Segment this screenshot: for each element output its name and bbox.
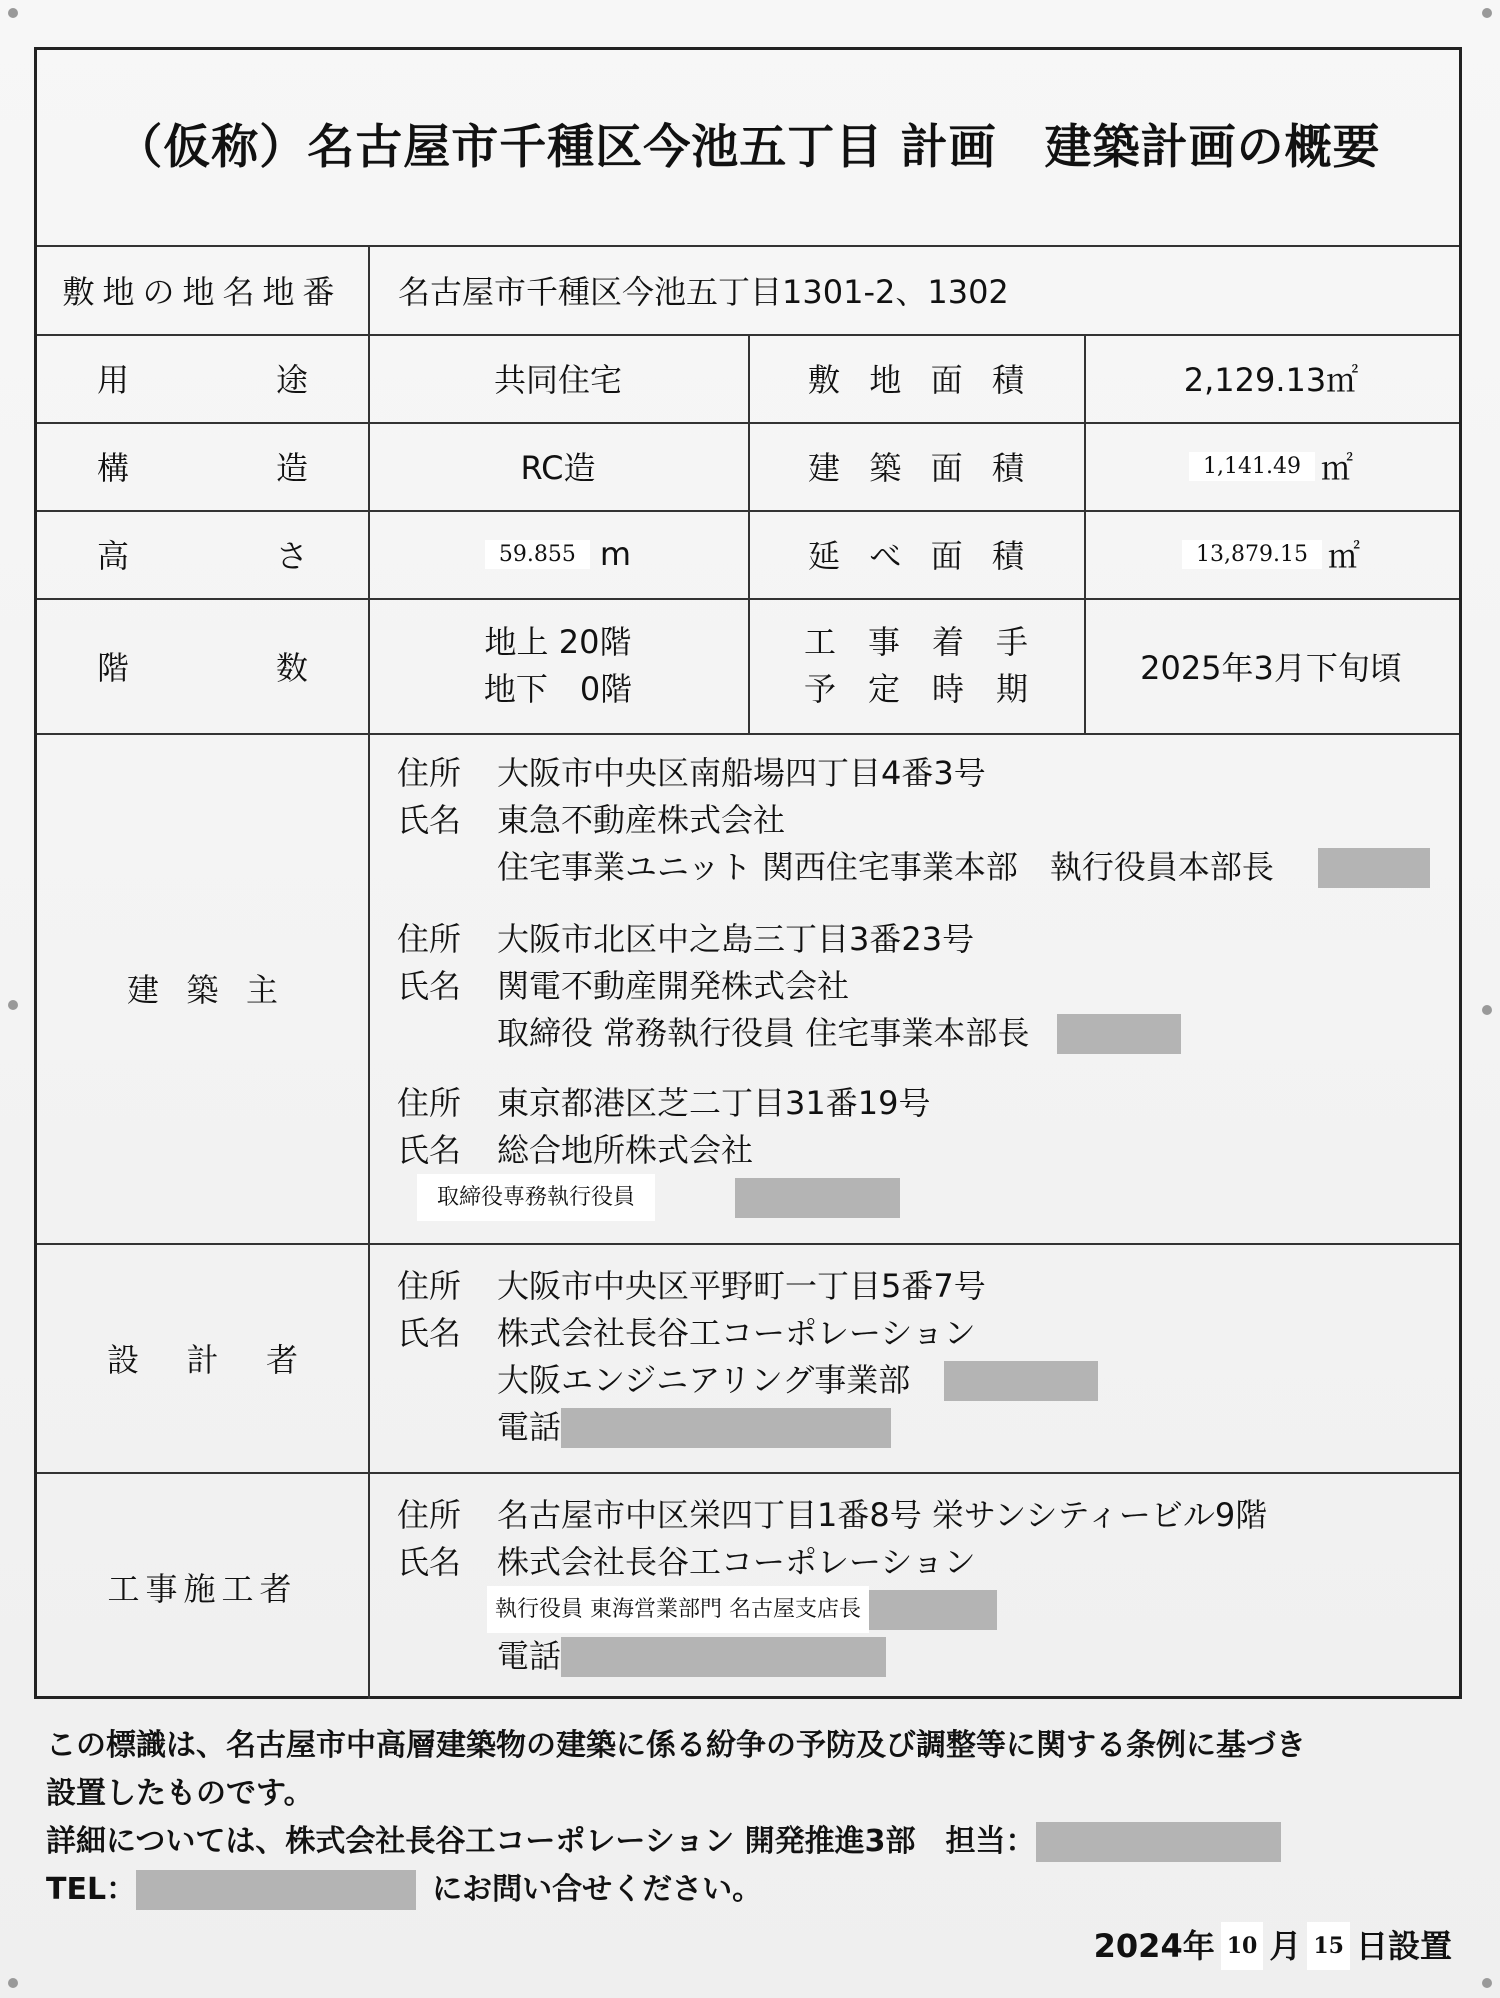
owner-entry: 住所 大阪市北区中之島三丁目3番23号 氏名 関電不動産開発株式会社 取締役 常務執行役員 住宅事業本部長 [397,916,1181,1057]
redacted-phone [561,1637,886,1677]
screw-icon [8,1000,18,1010]
contractor-label: 工事施工者 [107,1570,298,1608]
start-date-value: 2025年3月下旬頃 [1140,648,1402,687]
designer-entry: 住所 大阪市中央区平野町一丁目5番7号 氏名 株式会社長谷工コーポレーション 大阪エンジニアリング事業部 電話 [397,1263,1098,1451]
total-floor-area-value: 13,879.15 ㎡ [1084,510,1458,598]
structure-label: 構 造 [97,449,308,487]
screw-icon [1482,1978,1492,1988]
owner-entry: 住所 大阪市中央区南船場四丁目4番3号 氏名 東急不動産株式会社 住宅事業ユニット 関西住宅事業本部 執行役員本部長 [397,750,1430,891]
site-value: 名古屋市千種区今池五丁目1301-2、1302 [398,272,1009,311]
site-label: 敷地の地名地番 [62,272,343,311]
floors-value: 地上 20階 地下 0階 [483,622,633,708]
start-date-label: 工 事 着 手 予 定 時 期 [803,622,1028,708]
redacted-contact [1036,1822,1281,1862]
page-title: （仮称）名古屋市千種区今池五丁目 計画 建築計画の概要 [115,120,1381,175]
structure-value: RC造 [520,449,596,487]
building-area-label: 建 築 面 積 [808,449,1024,487]
redacted-name [944,1361,1098,1401]
redacted-phone [136,1870,416,1910]
usage-label: 用 途 [97,361,308,399]
height-label: 高 さ [97,537,308,575]
total-floor-area-label: 延 べ 面 積 [808,537,1024,575]
screw-icon [1482,1005,1492,1015]
redacted-name [1318,848,1430,888]
screw-icon [8,8,18,18]
owner-entry: 住所 東京都港区芝二丁目31番19号 氏名 総合地所株式会社 取締役専務執行役員 [397,1080,930,1221]
redacted-name [1057,1014,1181,1054]
redacted-phone [561,1408,891,1448]
height-value: 59.855 m [368,510,748,598]
designer-label: 設 計 者 [107,1340,298,1379]
redacted-name [869,1590,997,1630]
install-date: 2024年 10 月 15 日設置 [1094,1922,1452,1970]
redacted-name [735,1178,900,1218]
screw-icon [1482,8,1492,18]
screw-icon [8,1978,18,1988]
owner-label: 建 築 主 [127,971,278,1009]
footer-notice: この標識は、名古屋市中高層建築物の建築に係る紛争の予防及び調整等に関する条例に基づき 設置したものです。 詳細については、株式会社長谷工コーポレーション 開発推進3部 担当： TEL： にお問い合せください。 [46,1722,1306,1914]
usage-value: 共同住宅 [493,361,622,399]
overview-table [34,47,1462,1699]
site-area-value: 2,129.13㎡ [1183,361,1359,399]
building-area-value: 1,141.49 ㎡ [1084,422,1458,510]
contractor-entry: 住所 名古屋市中区栄四丁目1番8号 栄サンシティービル9階 氏名 株式会社長谷工コーポレーション 執行役員 東海営業部門 名古屋支店長 電話 [397,1496,1268,1675]
floors-label: 階 数 [97,648,308,687]
site-area-label: 敷 地 面 積 [808,361,1024,399]
